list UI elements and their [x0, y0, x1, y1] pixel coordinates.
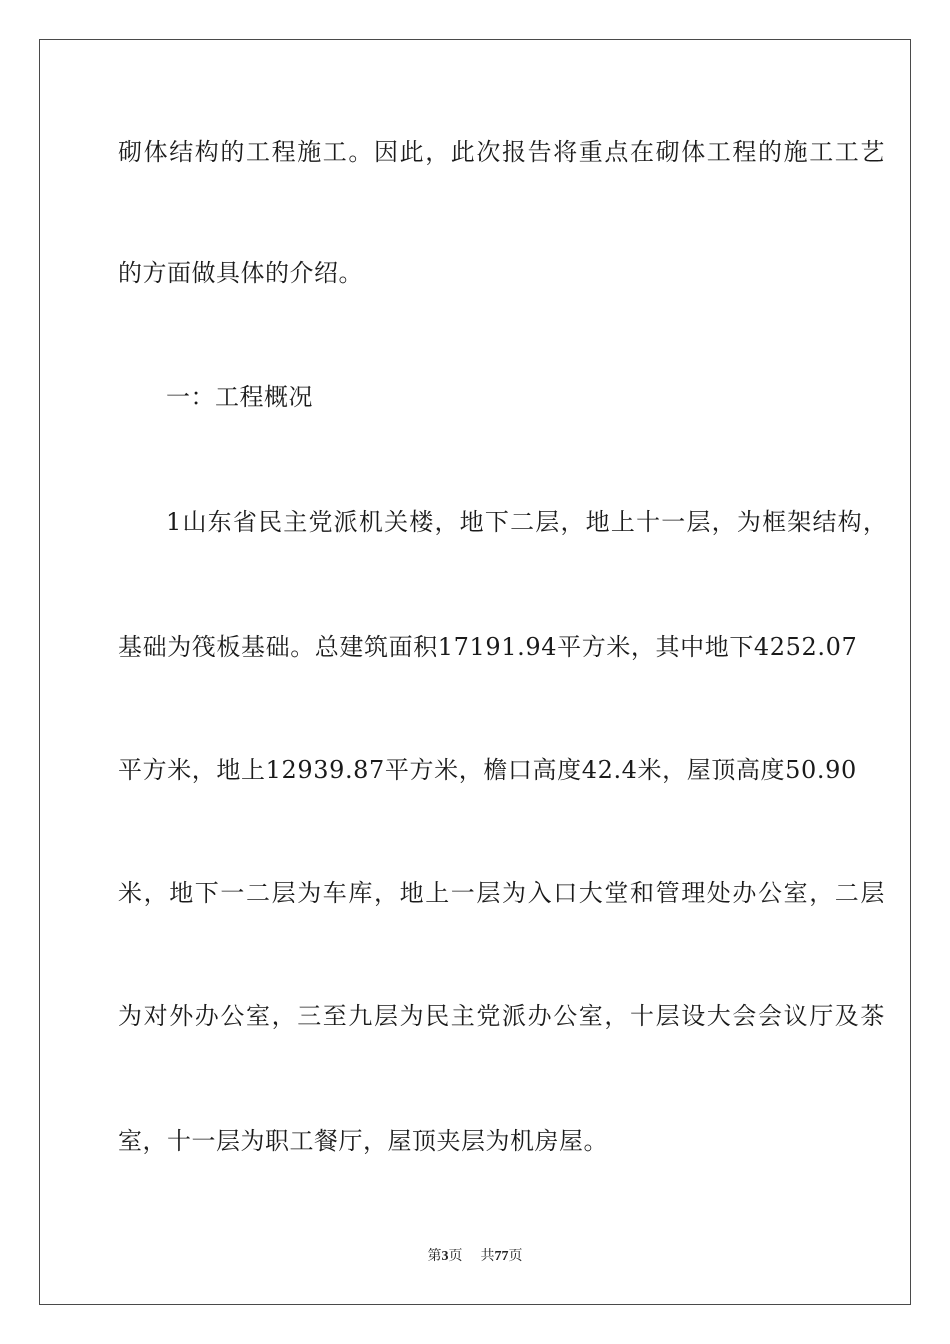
body-text-line: 平方米，地上12939.87平方米，檐口高度42.4米，屋顶高度50.90 [118, 756, 857, 784]
total-suffix: 页 [508, 1248, 523, 1264]
body-text-line: 1山东省民主党派机关楼，地下二层，地上十一层，为框架结构， [166, 508, 889, 536]
body-text-line: 基础为筏板基础。总建筑面积17191.94平方米，其中地下4252.07 [118, 633, 858, 661]
total-prefix: 共 [480, 1248, 495, 1264]
page-footer [0, 1246, 950, 1267]
page-border [39, 39, 911, 1305]
total-pages: 77 [494, 1249, 509, 1264]
page-number: 3 [441, 1249, 449, 1264]
body-text-line: 砌体结构的工程施工。因此，此次报告将重点在砌体工程的施工工艺 [118, 138, 886, 166]
page-prefix: 第 [427, 1248, 442, 1264]
section-heading: 一：工程概况 [166, 383, 313, 411]
body-text-line: 室，十一层为职工餐厅，屋顶夹层为机房屋。 [118, 1127, 608, 1155]
body-text-line: 为对外办公室，三至九层为民主党派办公室，十层设大会会议厅及茶 [118, 1002, 886, 1030]
body-text-line: 米，地下一二层为车库，地上一层为入口大堂和管理处办公室，二层 [118, 879, 886, 907]
body-text-line: 的方面做具体的介绍。 [118, 259, 363, 287]
page-suffix: 页 [448, 1248, 463, 1264]
